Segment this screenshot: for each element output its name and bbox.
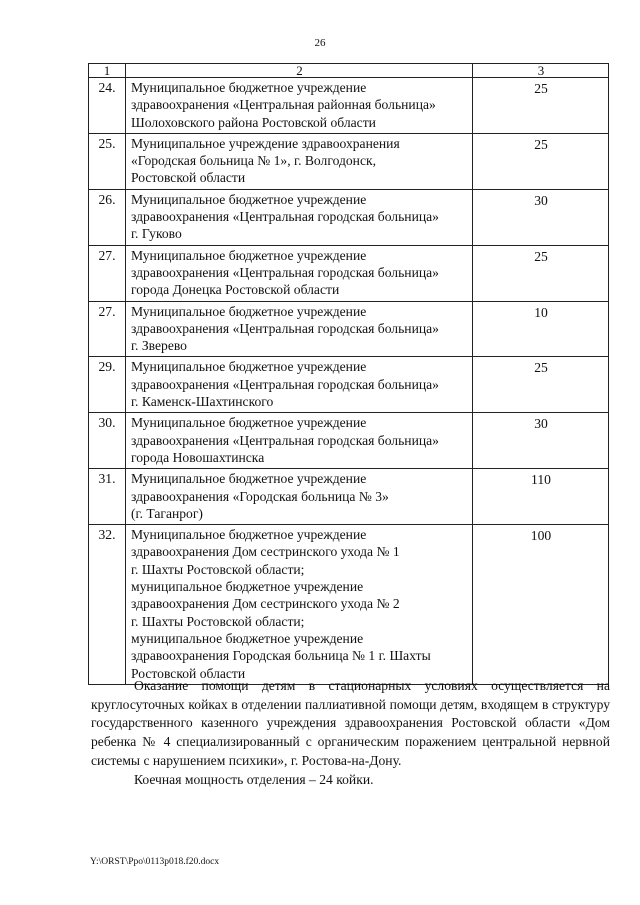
- row-number: 24.: [89, 78, 126, 134]
- hospital-beds-table: [88, 63, 609, 685]
- institution-line: муниципальное бюджетное учреждение: [131, 630, 364, 646]
- row-number: 27.: [89, 301, 126, 357]
- institution-line: здравоохранения «Центральная городская больница»: [131, 432, 439, 448]
- institution-name: [126, 301, 473, 357]
- institution-line: Муниципальное бюджетное учреждение: [131, 191, 367, 207]
- institution-line: здравоохранения «Центральная районная больница»: [131, 97, 436, 113]
- institution-line: здравоохранения Дом сестринского ухода № 1: [131, 544, 400, 560]
- institution-line: Муниципальное бюджетное учреждение: [131, 527, 367, 543]
- institution-line: г. Каменск-Шахтинского: [131, 394, 274, 410]
- table-row: [89, 189, 609, 245]
- institution-line: «Городская больница № 1», г. Волгодонск,: [131, 153, 376, 169]
- header-col-1: 1: [89, 64, 126, 78]
- institution-line: здравоохранения «Центральная городская больница»: [131, 264, 439, 280]
- institution-line: здравоохранения «Центральная городская больница»: [131, 209, 439, 225]
- institution-line: (г. Таганрог): [131, 505, 203, 521]
- bed-count: 25: [473, 78, 609, 134]
- row-number: 26.: [89, 189, 126, 245]
- institution-line: здравоохранения «Центральная городская больница»: [131, 376, 439, 392]
- row-number: 30.: [89, 413, 126, 469]
- institution-line: г. Шахты Ростовской области;: [131, 561, 305, 577]
- table-row: [89, 413, 609, 469]
- institution-line: Ростовской области: [131, 665, 246, 681]
- table-row: [89, 301, 609, 357]
- institution-line: здравоохранения «Центральная городская больница»: [131, 320, 439, 336]
- institution-line: Муниципальное бюджетное учреждение: [131, 415, 367, 431]
- institution-name: [126, 357, 473, 413]
- row-number: 27.: [89, 245, 126, 301]
- row-number: 31.: [89, 469, 126, 525]
- institution-name: [126, 469, 473, 525]
- body-text: [91, 677, 610, 789]
- table-row: [89, 133, 609, 189]
- institution-name: [126, 189, 473, 245]
- bed-count: 25: [473, 245, 609, 301]
- institution-line: г. Шахты Ростовской области;: [131, 613, 305, 629]
- row-number: 25.: [89, 133, 126, 189]
- table-row: [89, 245, 609, 301]
- bed-count: 10: [473, 301, 609, 357]
- institution-line: Муниципальное учреждение здравоохранения: [131, 135, 400, 151]
- page-number: 26: [314, 37, 326, 49]
- institution-line: здравоохранения Городская больница № 1 г. Шахты: [131, 648, 431, 664]
- bed-count: 110: [473, 469, 609, 525]
- institution-line: Муниципальное бюджетное учреждение: [131, 80, 367, 95]
- institution-line: г. Зверево: [131, 338, 187, 354]
- table-row: [89, 78, 609, 134]
- institution-line: муниципальное бюджетное учреждение: [131, 579, 364, 595]
- header-col-3: 3: [473, 64, 609, 78]
- bed-count: 30: [473, 413, 609, 469]
- institution-line: Шолоховского района Ростовской области: [131, 114, 376, 130]
- table-row: [89, 525, 609, 685]
- institution-name: [126, 133, 473, 189]
- bed-count: 25: [473, 357, 609, 413]
- institution-line: Муниципальное бюджетное учреждение: [131, 303, 367, 319]
- institution-name: [126, 525, 473, 685]
- institution-name: [126, 78, 473, 134]
- table-row: [89, 357, 609, 413]
- paragraph-bed-capacity: Коечная мощность отделения – 24 койки.: [134, 771, 374, 787]
- institution-line: Муниципальное бюджетное учреждение: [131, 471, 367, 487]
- institution-line: Ростовской области: [131, 170, 246, 186]
- bed-count: 25: [473, 133, 609, 189]
- row-number: 29.: [89, 357, 126, 413]
- institution-name: [126, 413, 473, 469]
- table-row: [89, 469, 609, 525]
- institution-name: [126, 245, 473, 301]
- header-col-2: 2: [126, 64, 473, 78]
- institution-line: Муниципальное бюджетное учреждение: [131, 247, 367, 263]
- file-path-footer: Y:\ORST\Ppo\0113p018.f20.docx: [90, 857, 220, 867]
- institution-line: здравоохранения Дом сестринского ухода № 2: [131, 596, 400, 612]
- paragraph-children-care: Оказание помощи детям в стационарных условиях осуществляется на круглосуточных койках в отделении паллиативной помощи детям, входящем в структуру государственного казенного учреждения здравоохранения Ростовской области «Дом ребенка № 4 специализированный с органическим поражением центральной нервной системы с нарушением психики», г. Ростова-на-Дону.: [91, 678, 610, 768]
- institution-line: Муниципальное бюджетное учреждение: [131, 359, 367, 375]
- institution-line: здравоохранения «Городская больница № 3»: [131, 488, 389, 504]
- institution-line: города Донецка Ростовской области: [131, 282, 340, 298]
- bed-count: 100: [473, 525, 609, 685]
- row-number: 32.: [89, 525, 126, 685]
- institution-line: г. Гуково: [131, 226, 182, 242]
- bed-count: 30: [473, 189, 609, 245]
- table-header-row: [89, 64, 609, 78]
- institution-line: города Новошахтинска: [131, 449, 265, 465]
